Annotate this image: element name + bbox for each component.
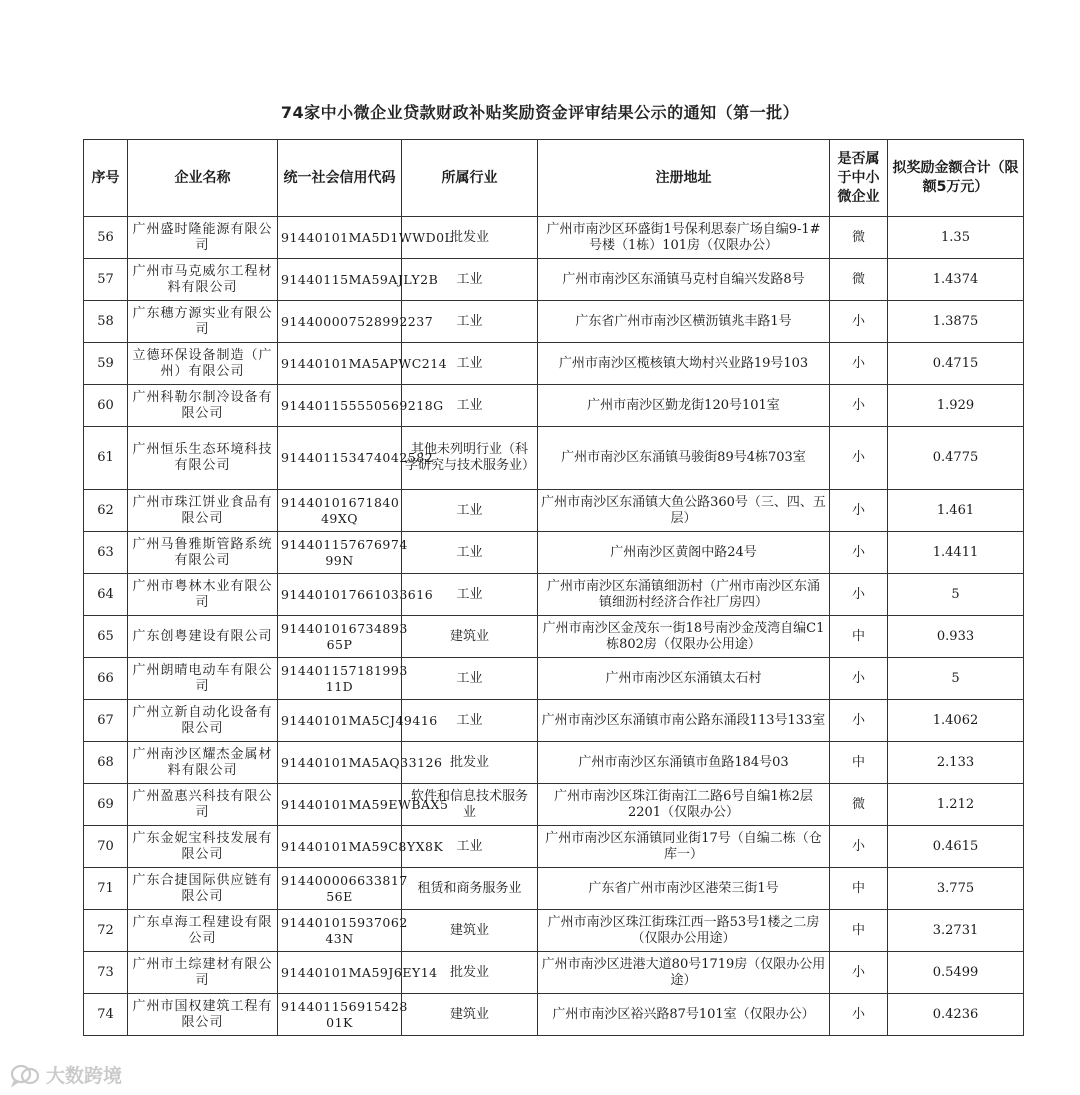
company-name-cell: 广州市珠江饼业食品有限公司 <box>128 490 278 532</box>
company-name-cell: 广州朗晴电动车有限公司 <box>128 658 278 700</box>
credit-code-cell: 914401156915428 01K <box>278 994 402 1036</box>
award-amount-cell: 3.2731 <box>888 910 1024 952</box>
row-number-cell: 65 <box>84 616 128 658</box>
company-name-cell: 广东创粤建设有限公司 <box>128 616 278 658</box>
table-row <box>84 616 1024 658</box>
registered-address-cell: 广州市南沙区环盛街1号保利思泰广场自编9-1#号楼（1栋）101房（仅限办公） <box>538 217 830 259</box>
page-title: 74家中小微企业贷款财政补贴奖励资金评审结果公示的通知（第一批） <box>280 103 800 122</box>
row-number-cell: 62 <box>84 490 128 532</box>
registered-address-cell: 广州市南沙区东涌镇大鱼公路360号（三、四、五层） <box>538 490 830 532</box>
industry-cell: 批发业 <box>402 217 538 259</box>
table-header-row <box>84 140 1024 217</box>
award-amount-cell: 1.4374 <box>888 259 1024 301</box>
company-name-cell: 广州市国权建筑工程有限公司 <box>128 994 278 1036</box>
credit-code-cell: 91440101MA5APWC214 <box>278 343 402 385</box>
row-number-cell: 70 <box>84 826 128 868</box>
row-number-cell: 59 <box>84 343 128 385</box>
header-cell: 企业名称 <box>128 140 278 217</box>
industry-cell: 工业 <box>402 385 538 427</box>
enterprise-size-cell: 微 <box>830 217 888 259</box>
industry-cell: 工业 <box>402 343 538 385</box>
award-amount-cell: 0.4615 <box>888 826 1024 868</box>
registered-address-cell: 广州市南沙区珠江街南江二路6号自编1栋2层2201（仅限办公） <box>538 784 830 826</box>
table-row <box>84 385 1024 427</box>
header-cell: 拟奖励金额合计（限额5万元） <box>888 140 1024 217</box>
registered-address-cell: 广州市南沙区榄核镇大坳村兴业路19号103 <box>538 343 830 385</box>
credit-code-cell: 91440101MA59EWBAX5 <box>278 784 402 826</box>
registered-address-cell: 广东省广州市南沙区横沥镇兆丰路1号 <box>538 301 830 343</box>
award-amount-cell: 0.4715 <box>888 343 1024 385</box>
row-number-cell: 56 <box>84 217 128 259</box>
registered-address-cell: 广州市南沙区进港大道80号1719房（仅限办公用途） <box>538 952 830 994</box>
company-name-cell: 广州盈惠兴科技有限公司 <box>128 784 278 826</box>
industry-cell: 批发业 <box>402 742 538 784</box>
award-amount-cell: 1.212 <box>888 784 1024 826</box>
credit-code-cell: 91440101671840 49XQ <box>278 490 402 532</box>
company-name-cell: 广州市土综建材有限公司 <box>128 952 278 994</box>
industry-cell: 工业 <box>402 826 538 868</box>
table-row <box>84 952 1024 994</box>
table-body <box>84 217 1024 1036</box>
credit-code-cell: 914401016734893 65P <box>278 616 402 658</box>
enterprise-size-cell: 小 <box>830 574 888 616</box>
row-number-cell: 68 <box>84 742 128 784</box>
row-number-cell: 64 <box>84 574 128 616</box>
row-number-cell: 63 <box>84 532 128 574</box>
row-number-cell: 69 <box>84 784 128 826</box>
watermark <box>10 1061 122 1088</box>
chat-bubble-logo-icon <box>10 1064 40 1086</box>
industry-cell: 建筑业 <box>402 994 538 1036</box>
industry-cell: 批发业 <box>402 952 538 994</box>
table-row <box>84 742 1024 784</box>
row-number-cell: 72 <box>84 910 128 952</box>
credit-code-cell: 91440101MA59C8YX8K <box>278 826 402 868</box>
table-row <box>84 868 1024 910</box>
table-row <box>84 994 1024 1036</box>
company-name-cell: 广州马鲁雅斯管路系统有限公司 <box>128 532 278 574</box>
company-name-cell: 广东金妮宝科技发展有限公司 <box>128 826 278 868</box>
row-number-cell: 60 <box>84 385 128 427</box>
table-row <box>84 301 1024 343</box>
company-name-cell: 广州市马克威尔工程材料有限公司 <box>128 259 278 301</box>
credit-code-cell: 914401155550569218G <box>278 385 402 427</box>
award-amount-cell: 5 <box>888 658 1024 700</box>
enterprise-size-cell: 微 <box>830 259 888 301</box>
row-number-cell: 57 <box>84 259 128 301</box>
enterprise-size-cell: 小 <box>830 658 888 700</box>
enterprise-size-cell: 小 <box>830 826 888 868</box>
credit-code-cell: 91440101MA5CJ49416 <box>278 700 402 742</box>
credit-code-cell: 91440101MA5D1WWD0L <box>278 217 402 259</box>
industry-cell: 软件和信息技术服务业 <box>402 784 538 826</box>
row-number-cell: 66 <box>84 658 128 700</box>
credit-code-cell: 914400006633817 56E <box>278 868 402 910</box>
award-amount-cell: 0.4775 <box>888 427 1024 490</box>
credit-code-cell: 914401015937062 43N <box>278 910 402 952</box>
credit-code-cell: 914400007528992237 <box>278 301 402 343</box>
award-amount-cell: 1.929 <box>888 385 1024 427</box>
registered-address-cell: 广州市南沙区东涌镇同业街17号（自编二栋（仓库一） <box>538 826 830 868</box>
table-row <box>84 217 1024 259</box>
table-row <box>84 532 1024 574</box>
results-table <box>83 139 1024 1036</box>
enterprise-size-cell: 中 <box>830 910 888 952</box>
company-name-cell: 立德环保设备制造（广州）有限公司 <box>128 343 278 385</box>
award-amount-cell: 1.3875 <box>888 301 1024 343</box>
enterprise-size-cell: 中 <box>830 616 888 658</box>
registered-address-cell: 广州市南沙区金茂东一街18号南沙金茂湾自编C1栋802房（仅限办公用途） <box>538 616 830 658</box>
table-row <box>84 658 1024 700</box>
company-name-cell: 广州恒乐生态环境科技有限公司 <box>128 427 278 490</box>
header-cell: 统一社会信用代码 <box>278 140 402 217</box>
enterprise-size-cell: 小 <box>830 490 888 532</box>
table-row <box>84 700 1024 742</box>
industry-cell: 建筑业 <box>402 616 538 658</box>
industry-cell: 工业 <box>402 490 538 532</box>
enterprise-size-cell: 小 <box>830 343 888 385</box>
company-name-cell: 广东合捷国际供应链有限公司 <box>128 868 278 910</box>
table-row <box>84 427 1024 490</box>
enterprise-size-cell: 小 <box>830 301 888 343</box>
row-number-cell: 58 <box>84 301 128 343</box>
registered-address-cell: 广州市南沙区东涌镇太石村 <box>538 658 830 700</box>
company-name-cell: 广州科勒尔制冷设备有限公司 <box>128 385 278 427</box>
enterprise-size-cell: 微 <box>830 784 888 826</box>
award-amount-cell: 5 <box>888 574 1024 616</box>
table-row <box>84 343 1024 385</box>
watermark-text: 大数跨境 <box>46 1065 123 1087</box>
table-row <box>84 574 1024 616</box>
award-amount-cell: 1.461 <box>888 490 1024 532</box>
industry-cell: 租赁和商务服务业 <box>402 868 538 910</box>
enterprise-size-cell: 小 <box>830 427 888 490</box>
registered-address-cell: 广州南沙区黄阁中路24号 <box>538 532 830 574</box>
industry-cell: 工业 <box>402 700 538 742</box>
table-row <box>84 826 1024 868</box>
industry-cell: 工业 <box>402 574 538 616</box>
company-name-cell: 广州立新自动化设备有限公司 <box>128 700 278 742</box>
registered-address-cell: 广州市南沙区东涌镇市鱼路184号03 <box>538 742 830 784</box>
table-row <box>84 490 1024 532</box>
registered-address-cell: 广州市南沙区东涌镇市南公路东涌段113号133室 <box>538 700 830 742</box>
award-amount-cell: 0.4236 <box>888 994 1024 1036</box>
industry-cell: 建筑业 <box>402 910 538 952</box>
industry-cell: 其他未列明行业（科学研究与技术服务业） <box>402 427 538 490</box>
registered-address-cell: 广东省广州市南沙区港荣三街1号 <box>538 868 830 910</box>
enterprise-size-cell: 小 <box>830 994 888 1036</box>
enterprise-size-cell: 小 <box>830 700 888 742</box>
enterprise-size-cell: 中 <box>830 742 888 784</box>
enterprise-size-cell: 小 <box>830 385 888 427</box>
row-number-cell: 67 <box>84 700 128 742</box>
header-cell: 注册地址 <box>538 140 830 217</box>
company-name-cell: 广州市粤林木业有限公司 <box>128 574 278 616</box>
credit-code-cell: 914401157181993 11D <box>278 658 402 700</box>
award-amount-cell: 0.5499 <box>888 952 1024 994</box>
header-cell: 是否属于中小微企业 <box>830 140 888 217</box>
industry-cell: 工业 <box>402 658 538 700</box>
credit-code-cell: 914401157676974 99N <box>278 532 402 574</box>
company-name-cell: 广州盛时隆能源有限公司 <box>128 217 278 259</box>
row-number-cell: 61 <box>84 427 128 490</box>
award-amount-cell: 3.775 <box>888 868 1024 910</box>
award-amount-cell: 0.933 <box>888 616 1024 658</box>
row-number-cell: 74 <box>84 994 128 1036</box>
industry-cell: 工业 <box>402 259 538 301</box>
registered-address-cell: 广州市南沙区东涌镇马骏街89号4栋703室 <box>538 427 830 490</box>
registered-address-cell: 广州市南沙区东涌镇细沥村（广州市南沙区东涌镇细沥村经济合作社厂房四） <box>538 574 830 616</box>
award-amount-cell: 1.4062 <box>888 700 1024 742</box>
credit-code-cell: 914401017661033616 <box>278 574 402 616</box>
enterprise-size-cell: 中 <box>830 868 888 910</box>
row-number-cell: 71 <box>84 868 128 910</box>
credit-code-cell: 91440101MA59J6EY14 <box>278 952 402 994</box>
credit-code-cell: 91440115MA59AJLY2B <box>278 259 402 301</box>
table-row <box>84 259 1024 301</box>
industry-cell: 工业 <box>402 532 538 574</box>
enterprise-size-cell: 小 <box>830 532 888 574</box>
award-amount-cell: 1.35 <box>888 217 1024 259</box>
company-name-cell: 广东卓海工程建设有限公司 <box>128 910 278 952</box>
award-amount-cell: 1.4411 <box>888 532 1024 574</box>
company-name-cell: 广州南沙区耀杰金属材料有限公司 <box>128 742 278 784</box>
header-cell: 所属行业 <box>402 140 538 217</box>
registered-address-cell: 广州市南沙区珠江街珠江西一路53号1楼之二房（仅限办公用途） <box>538 910 830 952</box>
table-row <box>84 910 1024 952</box>
credit-code-cell: 91440101MA5AQ33126 <box>278 742 402 784</box>
industry-cell: 工业 <box>402 301 538 343</box>
company-name-cell: 广东穗方源实业有限公司 <box>128 301 278 343</box>
award-amount-cell: 2.133 <box>888 742 1024 784</box>
credit-code-cell: 914401153474042582 <box>278 427 402 490</box>
row-number-cell: 73 <box>84 952 128 994</box>
registered-address-cell: 广州市南沙区勤龙街120号101室 <box>538 385 830 427</box>
registered-address-cell: 广州市南沙区裕兴路87号101室（仅限办公） <box>538 994 830 1036</box>
registered-address-cell: 广州市南沙区东涌镇马克村自编兴发路8号 <box>538 259 830 301</box>
enterprise-size-cell: 小 <box>830 952 888 994</box>
table-row <box>84 784 1024 826</box>
header-cell: 序号 <box>84 140 128 217</box>
